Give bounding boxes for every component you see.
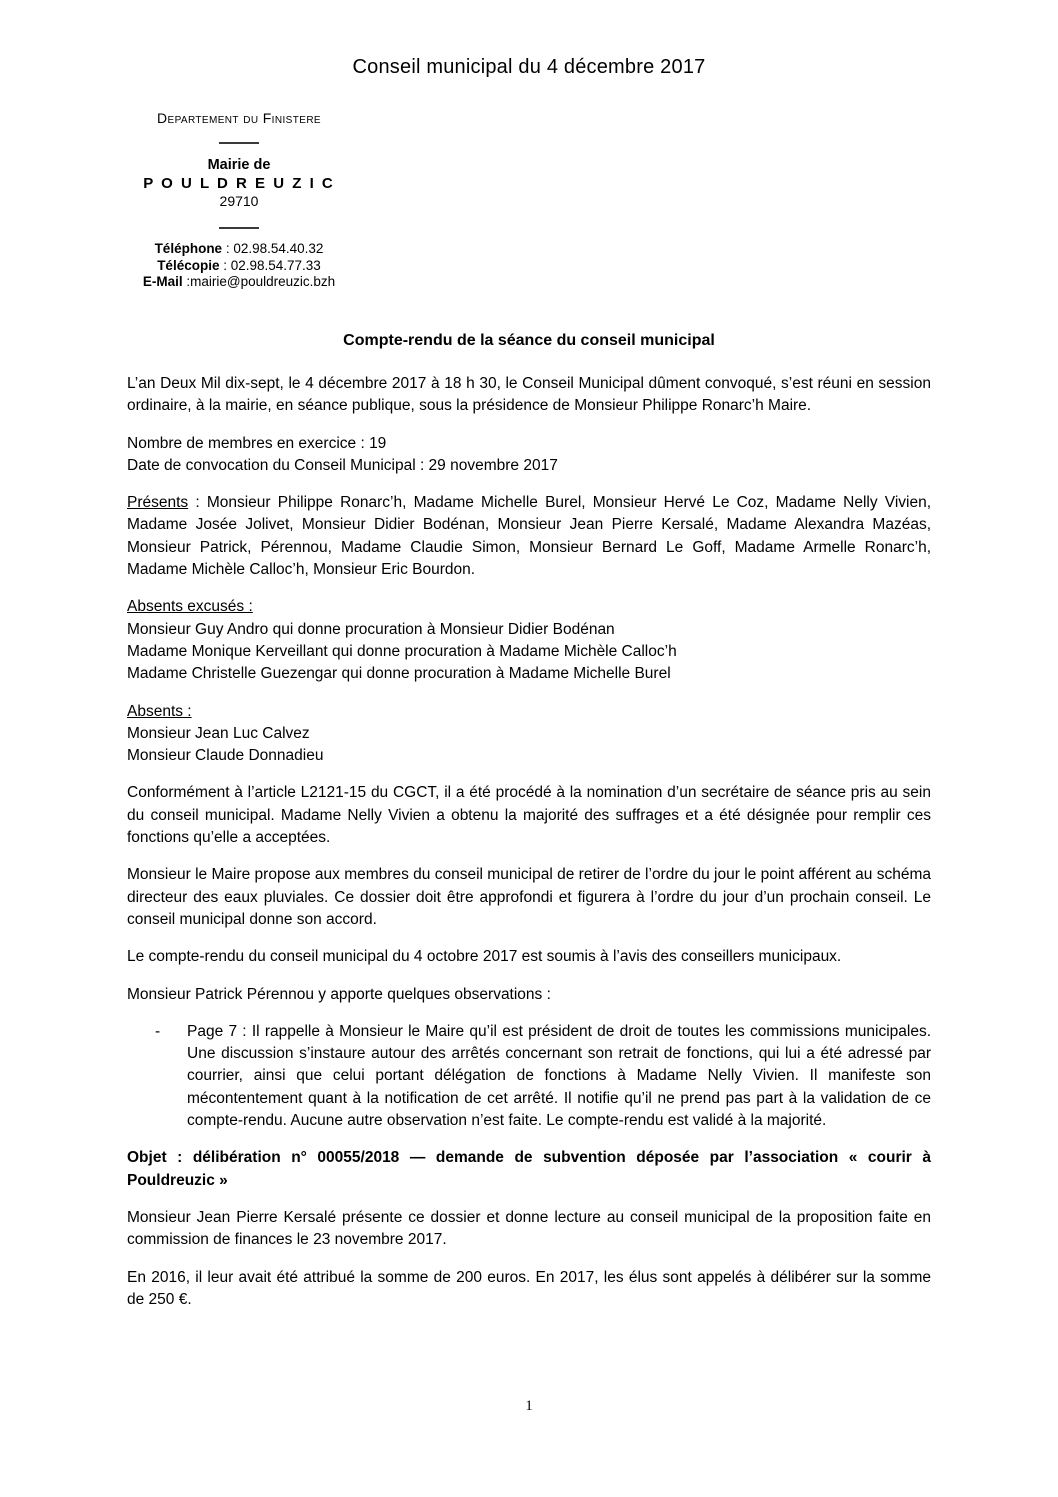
letterhead-mairie-de: Mairie de: [207, 157, 271, 173]
paragraph-retrait-ordre-du-jour: Monsieur le Maire propose aux membres du conseil municipal de retirer de l’ordre du jour le point afférent au schéma directeur des eaux pluviales. Ce dossier doit être approfondi et figurera à l’ordre du jour d’un prochain conseil. Le conseil municipal donne son accord.: [127, 866, 931, 928]
members-count-line: Nombre de membres en exercice : 19: [127, 434, 387, 452]
page-number: 1: [525, 1398, 533, 1414]
absents-excuses-line: Madame Monique Kerveillant qui donne procuration à Madame Michèle Calloc’h: [127, 642, 677, 660]
letterhead-department: Departement du Finistere: [156, 110, 322, 126]
convocation-date-line: Date de convocation du Conseil Municipal : 29 novembre 2017: [127, 456, 558, 474]
absents-section: [127, 701, 931, 768]
letterhead-phone-row: [133, 241, 345, 258]
presents-paragraph: [127, 492, 931, 581]
document-body: [127, 330, 931, 1311]
paragraph-intro: L’an Deux Mil dix-sept, le 4 décembre 2017 à 18 h 30, le Conseil Municipal dûment convoqué, s’est réuni en session ordinaire, à la mairie, en séance publique, sous la présidence de Monsieur Philippe Ronarc’h Maire.: [127, 375, 931, 415]
absents-excuses-heading: Absents excusés :: [127, 598, 253, 616]
letterhead: [133, 110, 345, 291]
observation-text: Page 7 : Il rappelle à Monsieur le Maire qu’il est président de droit de toutes les commissions municipales. Une discussion s’instaure autour des arrêtés concernant son retrait de fonctions, qui lui a été adressé par courrier, ainsi que celui portant délégation de fonctions à Madame Nelly Vivien. Il manifeste son mécontentement quant à la notification de cet arrêté. Il notifie qu’il ne prend pas part à la validation de ce compte-rendu. Aucune autre observation n’est faite. Le compte-rendu est validé à la majorité.: [187, 1022, 931, 1130]
letterhead-commune-name: P O U L D R E U Z I C: [143, 175, 335, 192]
absents-excuses-line: Madame Christelle Guezengar qui donne procuration à Madame Michelle Burel: [127, 665, 671, 683]
document-title: Compte-rendu de la séance du conseil municipal: [343, 332, 715, 349]
paragraph-subvention-montant: En 2016, il leur avait été attribué la somme de 200 euros. En 2017, les élus sont appelés à délibérer sur la somme de 250 €.: [127, 1268, 931, 1308]
letterhead-divider-bottom: [219, 227, 259, 229]
letterhead-email-row: [133, 274, 345, 291]
objet-heading: Objet : délibération n° 00055/2018 — demande de subvention déposée par l’association « courir à Pouldreuzic »: [127, 1149, 931, 1189]
letterhead-fax-row: [133, 258, 345, 275]
absents-heading: Absents :: [127, 702, 192, 720]
fax-label: Télécopie: [157, 257, 220, 273]
bullet-dash: -: [155, 1022, 161, 1040]
fax-value: : 02.98.54.77.33: [219, 257, 321, 273]
absents-excuses-section: [127, 596, 931, 685]
observation-item: [127, 1021, 931, 1132]
email-value: :mairie@pouldreuzic.bzh: [182, 274, 336, 289]
paragraph-compte-rendu-avis: Le compte-rendu du conseil municipal du 4 octobre 2017 est soumis à l’avis des conseillers municipaux.: [127, 948, 842, 966]
letterhead-divider-top: [219, 142, 259, 144]
paragraph-kersale-presentation: Monsieur Jean Pierre Kersalé présente ce dossier et donne lecture au conseil municipal de la proposition faite en commission de finances le 23 novembre 2017.: [127, 1208, 931, 1249]
presents-text: : Monsieur Philippe Ronarc’h, Madame Michelle Burel, Monsieur Hervé Le Coz, Madame Nelly Vivien, Madame Josée Jolivet, Monsieur Didier Bodénan, Monsieur Jean Pierre Kersalé, Madame Alexandra Mazéas, Monsieur Patrick, Pérennou, Madame Claudie Simon, Monsieur Bernard Le Goff, Madame Armelle Ronarc’h, Madame Michèle Calloc’h, Monsieur Eric Bourdon.: [127, 494, 931, 579]
phone-label: Téléphone: [154, 241, 223, 256]
paragraph-observations-intro: Monsieur Patrick Pérennou y apporte quelques observations :: [127, 985, 551, 1003]
absents-line: Monsieur Claude Donnadieu: [127, 747, 324, 765]
presents-label: Présents: [127, 494, 189, 512]
absents-line: Monsieur Jean Luc Calvez: [127, 724, 310, 742]
email-label: E-Mail: [142, 274, 183, 289]
letterhead-postal-code: 29710: [219, 193, 259, 209]
running-header: Conseil municipal du 4 décembre 2017: [352, 56, 706, 78]
absents-excuses-line: Monsieur Guy Andro qui donne procuration à Monsieur Didier Bodénan: [127, 620, 615, 638]
paragraph-secretaire-seance: Conformément à l’article L2121-15 du CGCT, il a été procédé à la nomination d’un secrétaire de séance pris au sein du conseil municipal. Madame Nelly Vivien a obtenu la majorité des suffrages et a été désignée pour remplir ces fonctions qu’elle a acceptées.: [127, 784, 931, 847]
phone-value: : 02.98.54.40.32: [222, 241, 324, 256]
